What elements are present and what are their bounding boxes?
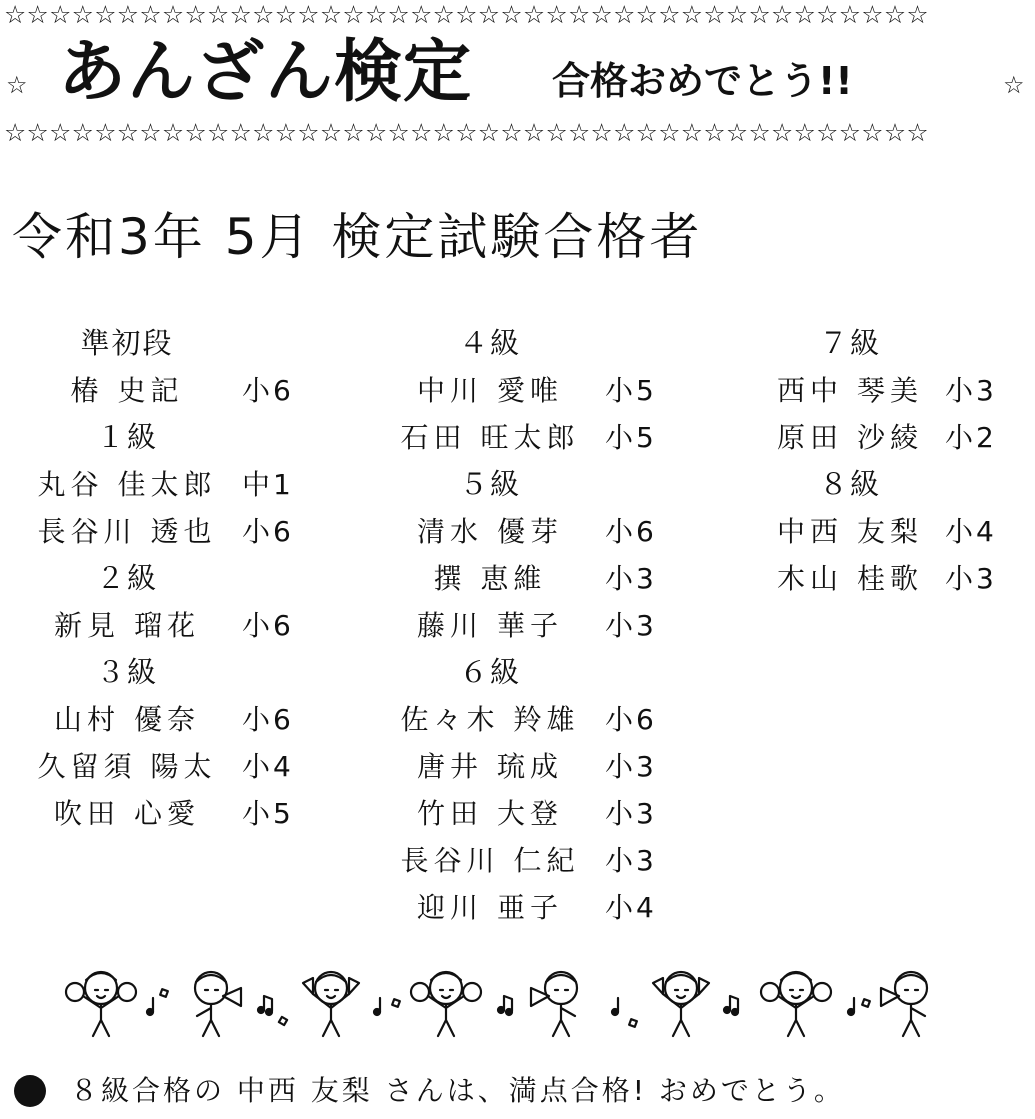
passer-row (755, 555, 1025, 602)
passer-school-grade: 小4 (945, 515, 997, 548)
passer-row (375, 508, 665, 555)
grade-label: １級 (95, 420, 158, 454)
music-note-icon (374, 998, 400, 1015)
music-note-icon (724, 996, 738, 1015)
passer-name: 吹田 心愛 (54, 797, 200, 830)
passer-name: 新見 瑠花 (54, 609, 200, 642)
passer-school-grade: 小6 (242, 374, 294, 407)
child-flags-icon (303, 972, 359, 1036)
music-note-icon (612, 998, 637, 1027)
passer-name: 木山 桂歌 (777, 562, 923, 595)
grade-heading (375, 320, 665, 367)
passer-name: 久留須 陽太 (37, 750, 217, 783)
bullet-icon (14, 1075, 46, 1107)
child-cheer-icon (66, 972, 136, 1036)
child-cheer-icon (761, 972, 831, 1036)
grade-heading (12, 320, 302, 367)
passer-row (375, 743, 665, 790)
passer-row (12, 508, 302, 555)
passer-school-grade: 小6 (605, 515, 657, 548)
passer-row (12, 696, 302, 743)
passer-name: 中川 愛唯 (417, 374, 563, 407)
passer-name: 丸谷 佳太郎 (37, 468, 217, 501)
star-border-top: ☆☆☆☆☆☆☆☆☆☆☆☆☆☆☆☆☆☆☆☆☆☆☆☆☆☆☆☆☆☆☆☆☆☆☆☆☆☆☆☆☆ (4, 0, 929, 29)
passer-name: 藤川 華子 (417, 609, 563, 642)
passer-school-grade: 小3 (605, 562, 657, 595)
passer-name: 唐井 琉成 (417, 750, 563, 783)
passer-name: 撰 恵維 (433, 562, 547, 595)
column-middle (375, 320, 665, 931)
star-icon-left: ☆ (6, 71, 28, 99)
grade-label: ３級 (95, 655, 158, 689)
child-megaphone-icon (531, 972, 577, 1036)
cheering-children-illustration (55, 960, 965, 1040)
grade-label: 準初段 (80, 326, 174, 360)
star-border-bottom: ☆☆☆☆☆☆☆☆☆☆☆☆☆☆☆☆☆☆☆☆☆☆☆☆☆☆☆☆☆☆☆☆☆☆☆☆☆☆☆☆☆ (4, 118, 929, 147)
passer-name: 石田 旺太郎 (400, 421, 580, 454)
grade-heading (12, 414, 302, 461)
grade-label: ６級 (458, 655, 521, 689)
grade-label: ７級 (818, 326, 881, 360)
passer-row (375, 837, 665, 884)
passer-school-grade: 小6 (242, 609, 294, 642)
passer-school-grade: 小3 (605, 844, 657, 877)
passer-row (755, 508, 1025, 555)
music-note-icon (848, 998, 870, 1015)
passer-name: 長谷川 透也 (37, 515, 217, 548)
grade-label: ２級 (95, 561, 158, 595)
passer-name: 竹田 大登 (417, 797, 563, 830)
grade-heading (375, 461, 665, 508)
child-megaphone-icon (881, 972, 927, 1036)
passer-row (755, 367, 1025, 414)
music-note-icon (147, 989, 168, 1015)
passer-name: 佐々木 羚雄 (400, 703, 580, 736)
star-icon-right: ☆ (1003, 71, 1025, 99)
passer-name: 清水 優芽 (417, 515, 563, 548)
passer-school-grade: 小6 (605, 703, 657, 736)
grade-heading (755, 461, 1025, 508)
music-note-icon (498, 996, 512, 1015)
banner-subtitle: 合格おめでとう!! (552, 59, 853, 103)
grade-heading (12, 649, 302, 696)
grade-label: ８級 (818, 467, 881, 501)
grade-label: ４級 (458, 326, 521, 360)
music-note-icon (258, 996, 287, 1025)
passer-school-grade: 小5 (605, 421, 657, 454)
grade-heading (755, 320, 1025, 367)
passer-row (12, 743, 302, 790)
passer-school-grade: 小3 (945, 562, 997, 595)
child-megaphone-icon (195, 972, 241, 1036)
grade-heading (12, 555, 302, 602)
passer-name: 長谷川 仁紀 (400, 844, 580, 877)
passer-row (375, 790, 665, 837)
passer-row (375, 602, 665, 649)
passer-name: 原田 沙綾 (777, 421, 923, 454)
banner-title: あんざん検定 (58, 33, 473, 112)
child-cheer-icon (411, 972, 481, 1036)
column-right (755, 320, 1025, 602)
column-left (12, 320, 302, 837)
passer-school-grade: 小6 (242, 515, 294, 548)
passer-school-grade: 小3 (605, 797, 657, 830)
grade-label: ５級 (458, 467, 521, 501)
passer-row (755, 414, 1025, 461)
passer-row (12, 602, 302, 649)
passer-name: 西中 琴美 (777, 374, 923, 407)
passer-row (375, 884, 665, 931)
passer-row (375, 414, 665, 461)
passer-school-grade: 小5 (242, 797, 294, 830)
grade-heading (375, 649, 665, 696)
passer-school-grade: 小3 (605, 609, 657, 642)
footer-note: ８級合格の 中西 友梨 さんは、満点合格! おめでとう。 (70, 1074, 845, 1107)
passer-school-grade: 小6 (242, 703, 294, 736)
passer-row (375, 367, 665, 414)
passer-row (12, 367, 302, 414)
page-heading: 令和3年 5月 検定試験合格者 (12, 208, 703, 266)
passer-school-grade: 小5 (605, 374, 657, 407)
passer-school-grade: 中1 (242, 468, 294, 501)
passer-name: 中西 友梨 (777, 515, 923, 548)
passer-name: 椿 史記 (70, 374, 184, 407)
passer-row (375, 555, 665, 602)
passer-school-grade: 小2 (945, 421, 997, 454)
passer-row (12, 461, 302, 508)
child-flags-icon (653, 972, 709, 1036)
passer-school-grade: 小4 (605, 891, 657, 924)
passer-school-grade: 小4 (242, 750, 294, 783)
passer-name: 山村 優奈 (54, 703, 200, 736)
footer-note-line (0, 1066, 845, 1116)
passer-row (375, 696, 665, 743)
passer-school-grade: 小3 (945, 374, 997, 407)
passer-name: 迎川 亜子 (417, 891, 563, 924)
passer-school-grade: 小3 (605, 750, 657, 783)
passer-row (12, 790, 302, 837)
